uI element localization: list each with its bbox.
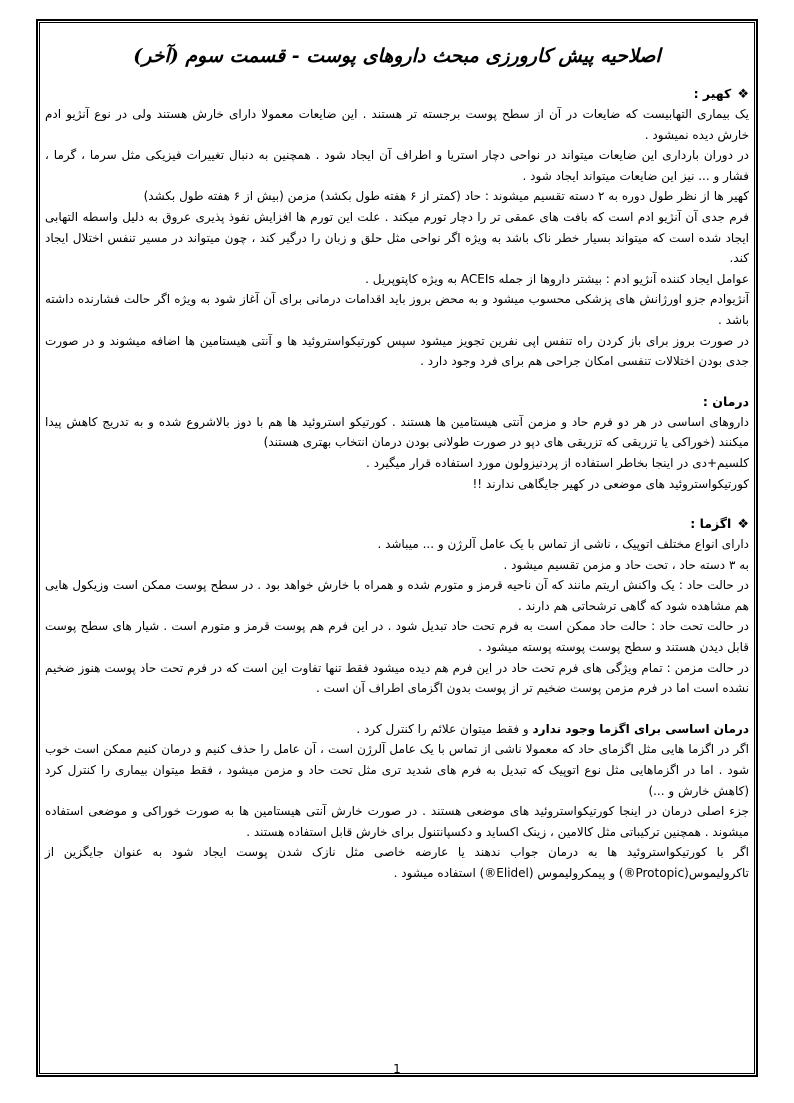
section-heading bbox=[45, 514, 749, 534]
paragraph: فرم جدی آن آنژیو ادم است که بافت های عمقی تر را دچار تورم میکند . علت این تورم ها افزایش نفوذ پذیری عروق به دلیل واسطه التهابی ایجاد شده است که میتواند بسیار خطر ناک باشد به ویژه اگر نواحی مثل حلق و زبان را درگیر کند ، چون میتواند در مسیر تنفس اختلال ایجاد کند. bbox=[45, 209, 749, 266]
section-heading bbox=[45, 84, 749, 104]
paragraph: کلسیم+دی در اینجا بخاطر استفاده از پردنیزولون مورد استفاده قرار میگیرد . bbox=[365, 455, 749, 470]
treatment-lead bbox=[45, 719, 749, 740]
paragraph: کهیر ها از نظر طول دوره به ۲ دسته تقسیم میشوند : حاد (کمتر از ۶ هفته طول بکشد) مزمن (بیش از ۶ هفته طول بکشد) bbox=[143, 189, 749, 204]
section-eczema bbox=[45, 514, 749, 699]
paragraph: جزء اصلی درمان در اینجا کورتیکواستروئید های موضعی هستند . در صورت خارش آنتی هیستامین ها به صورت خوراکی و موضعی استفاده میشوند . همچنین ترکیباتی مثل کالامین ، زینک اکساید و دکسپانتنول برای خارش قابل استفاده هستند . bbox=[45, 804, 749, 839]
paragraph: در دوران بارداری این ضایعات میتواند در نواحی دچار استریا و اطراف آن ایجاد شود . همچنین به دنبال تغییرات فیزیکی مثل سرما ، گرما ، فشار و ... نیز این ضایعات میتواند ایجاد شود . bbox=[45, 148, 749, 183]
section-kahir bbox=[45, 84, 749, 372]
paragraph: کورتیکواستروئید های موضعی در کهیر جایگاهی ندارند !! bbox=[472, 476, 749, 491]
spacer bbox=[45, 494, 749, 514]
paragraph: به ۳ دسته حاد ، تحت حاد و مزمن تقسیم میشود . bbox=[503, 557, 749, 572]
section-heading: درمان : bbox=[702, 393, 749, 409]
diamond-bullet-icon: ❖ bbox=[737, 517, 749, 533]
document-body bbox=[45, 30, 749, 884]
paragraph: آنژیوادم جزو اورژانش های پزشکی محسوب میشود و به محض بروز باید اقدامات درمانی برای آن آغاز شود به ویژه اگر حالت فشارنده داشته باشد . bbox=[45, 292, 749, 327]
page-number: 1 bbox=[393, 1062, 401, 1076]
paragraph: دارای انواع مختلف اتوپیک ، ناشی از تماس با یک عامل آلرژن و ... میباشد . bbox=[377, 537, 749, 552]
section-eczema-treatment bbox=[45, 719, 749, 884]
section-darman bbox=[45, 392, 749, 494]
paragraph: عوامل ایجاد کننده آنژیو ادم : بیشتر داروها از جمله ACEIs به ویژه کاپتوپریل . bbox=[365, 271, 749, 286]
paragraph: اگر با کورتیکواستروئید ها به درمان جواب ندهند یا عارضه خاصی مثل نازک شدن پوست ایجاد شود به عنوان جایگزین از تاکرولیموس(Protopic®) و پیمکرولیموس (Elidel®) استفاده میشود . bbox=[45, 845, 749, 880]
treatment-lead-bold: درمان اساسی برای اگزما وجود ندارد bbox=[532, 721, 749, 736]
spacer bbox=[45, 699, 749, 719]
diamond-bullet-icon: ❖ bbox=[737, 87, 749, 102]
paragraph: اگر در اگزما هایی مثل اگزمای حاد که معمولا ناشی از تماس با یک عامل آلرژن است ، آن عامل را حذف کنیم و درمان کنیم ممکن است خوب شود . اما در اگزماهایی مثل نوع اتوپیک که تبدیل به فرم های شدید تری مثل تحت حاد و مزمن میشود ، فقط میتوان بیماری را کنترل کرد (کاهش خارش و ...) bbox=[45, 742, 749, 798]
paragraph: داروهای اساسی در هر دو فرم حاد و مزمن آنتی هیستامین ها هستند . کورتیکو استروئید ها هم با دوز بالاشروع شده و به تدریج کاهش پیدا میکنند (خوراکی یا تزریقی که تزریقی های دپو در صورت طولانی بودن درمان انتخاب بهتری هستند) bbox=[45, 414, 749, 450]
paragraph: در حالت حاد : یک واکنش اریتم مانند که آن ناحیه قرمز و متورم شده و همراه با خارش خواهد بود . در سطح پوست ممکن است وزیکول هایی هم مشاهده شود که گاهی ترشحاتی هم دارند . bbox=[45, 578, 749, 613]
page-title: اصلاحیه پیش کارورزی مبحث داروهای پوست - قسمت سوم (آخر) bbox=[133, 45, 661, 67]
treatment-lead-rest: و فقط میتوان علائم را کنترل کرد . bbox=[356, 721, 533, 736]
paragraph: در حالت مزمن : تمام ویژگی های فرم تحت حاد در این فرم هم دیده میشود فقط تنها تفاوت این است که در فرم تحت حاد پوست هنوز ضخیم نشده است اما در فرم مزمن پوست ضخیم تر از پوست بدون اگزمای اطراف آن است . bbox=[45, 660, 749, 696]
heading-text: کهیر : bbox=[693, 86, 732, 101]
spacer bbox=[45, 372, 749, 392]
paragraph: در صورت بروز برای باز کردن راه تنفس اپی نفرین تجویز میشود سپس کورتیکواستروئید ها و آنتی هیستامین ها اضافه میشوند و در صورت جدی بودن اختلالات تنفسی امکان جراحی هم برای فرد وجود دارد . bbox=[45, 333, 749, 369]
paragraph: یک بیماری التهابیست که ضایعات در آن از سطح پوست برجسته تر هستند . این ضایعات معمولا دارای خارش هستند ولی در نوع آنژیو ادم خارش دیده نمیشود . bbox=[45, 107, 749, 142]
paragraph: در حالت تحت حاد : حالت حاد ممکن است به فرم تحت حاد تبدیل شود . در این فرم هم پوست قرمز و متورم است . شیار های سطح پوست قابل دیدن هستند و سطح پوست پوسته پوسته میشود . bbox=[45, 619, 749, 655]
heading-text: اگزما : bbox=[690, 516, 732, 532]
